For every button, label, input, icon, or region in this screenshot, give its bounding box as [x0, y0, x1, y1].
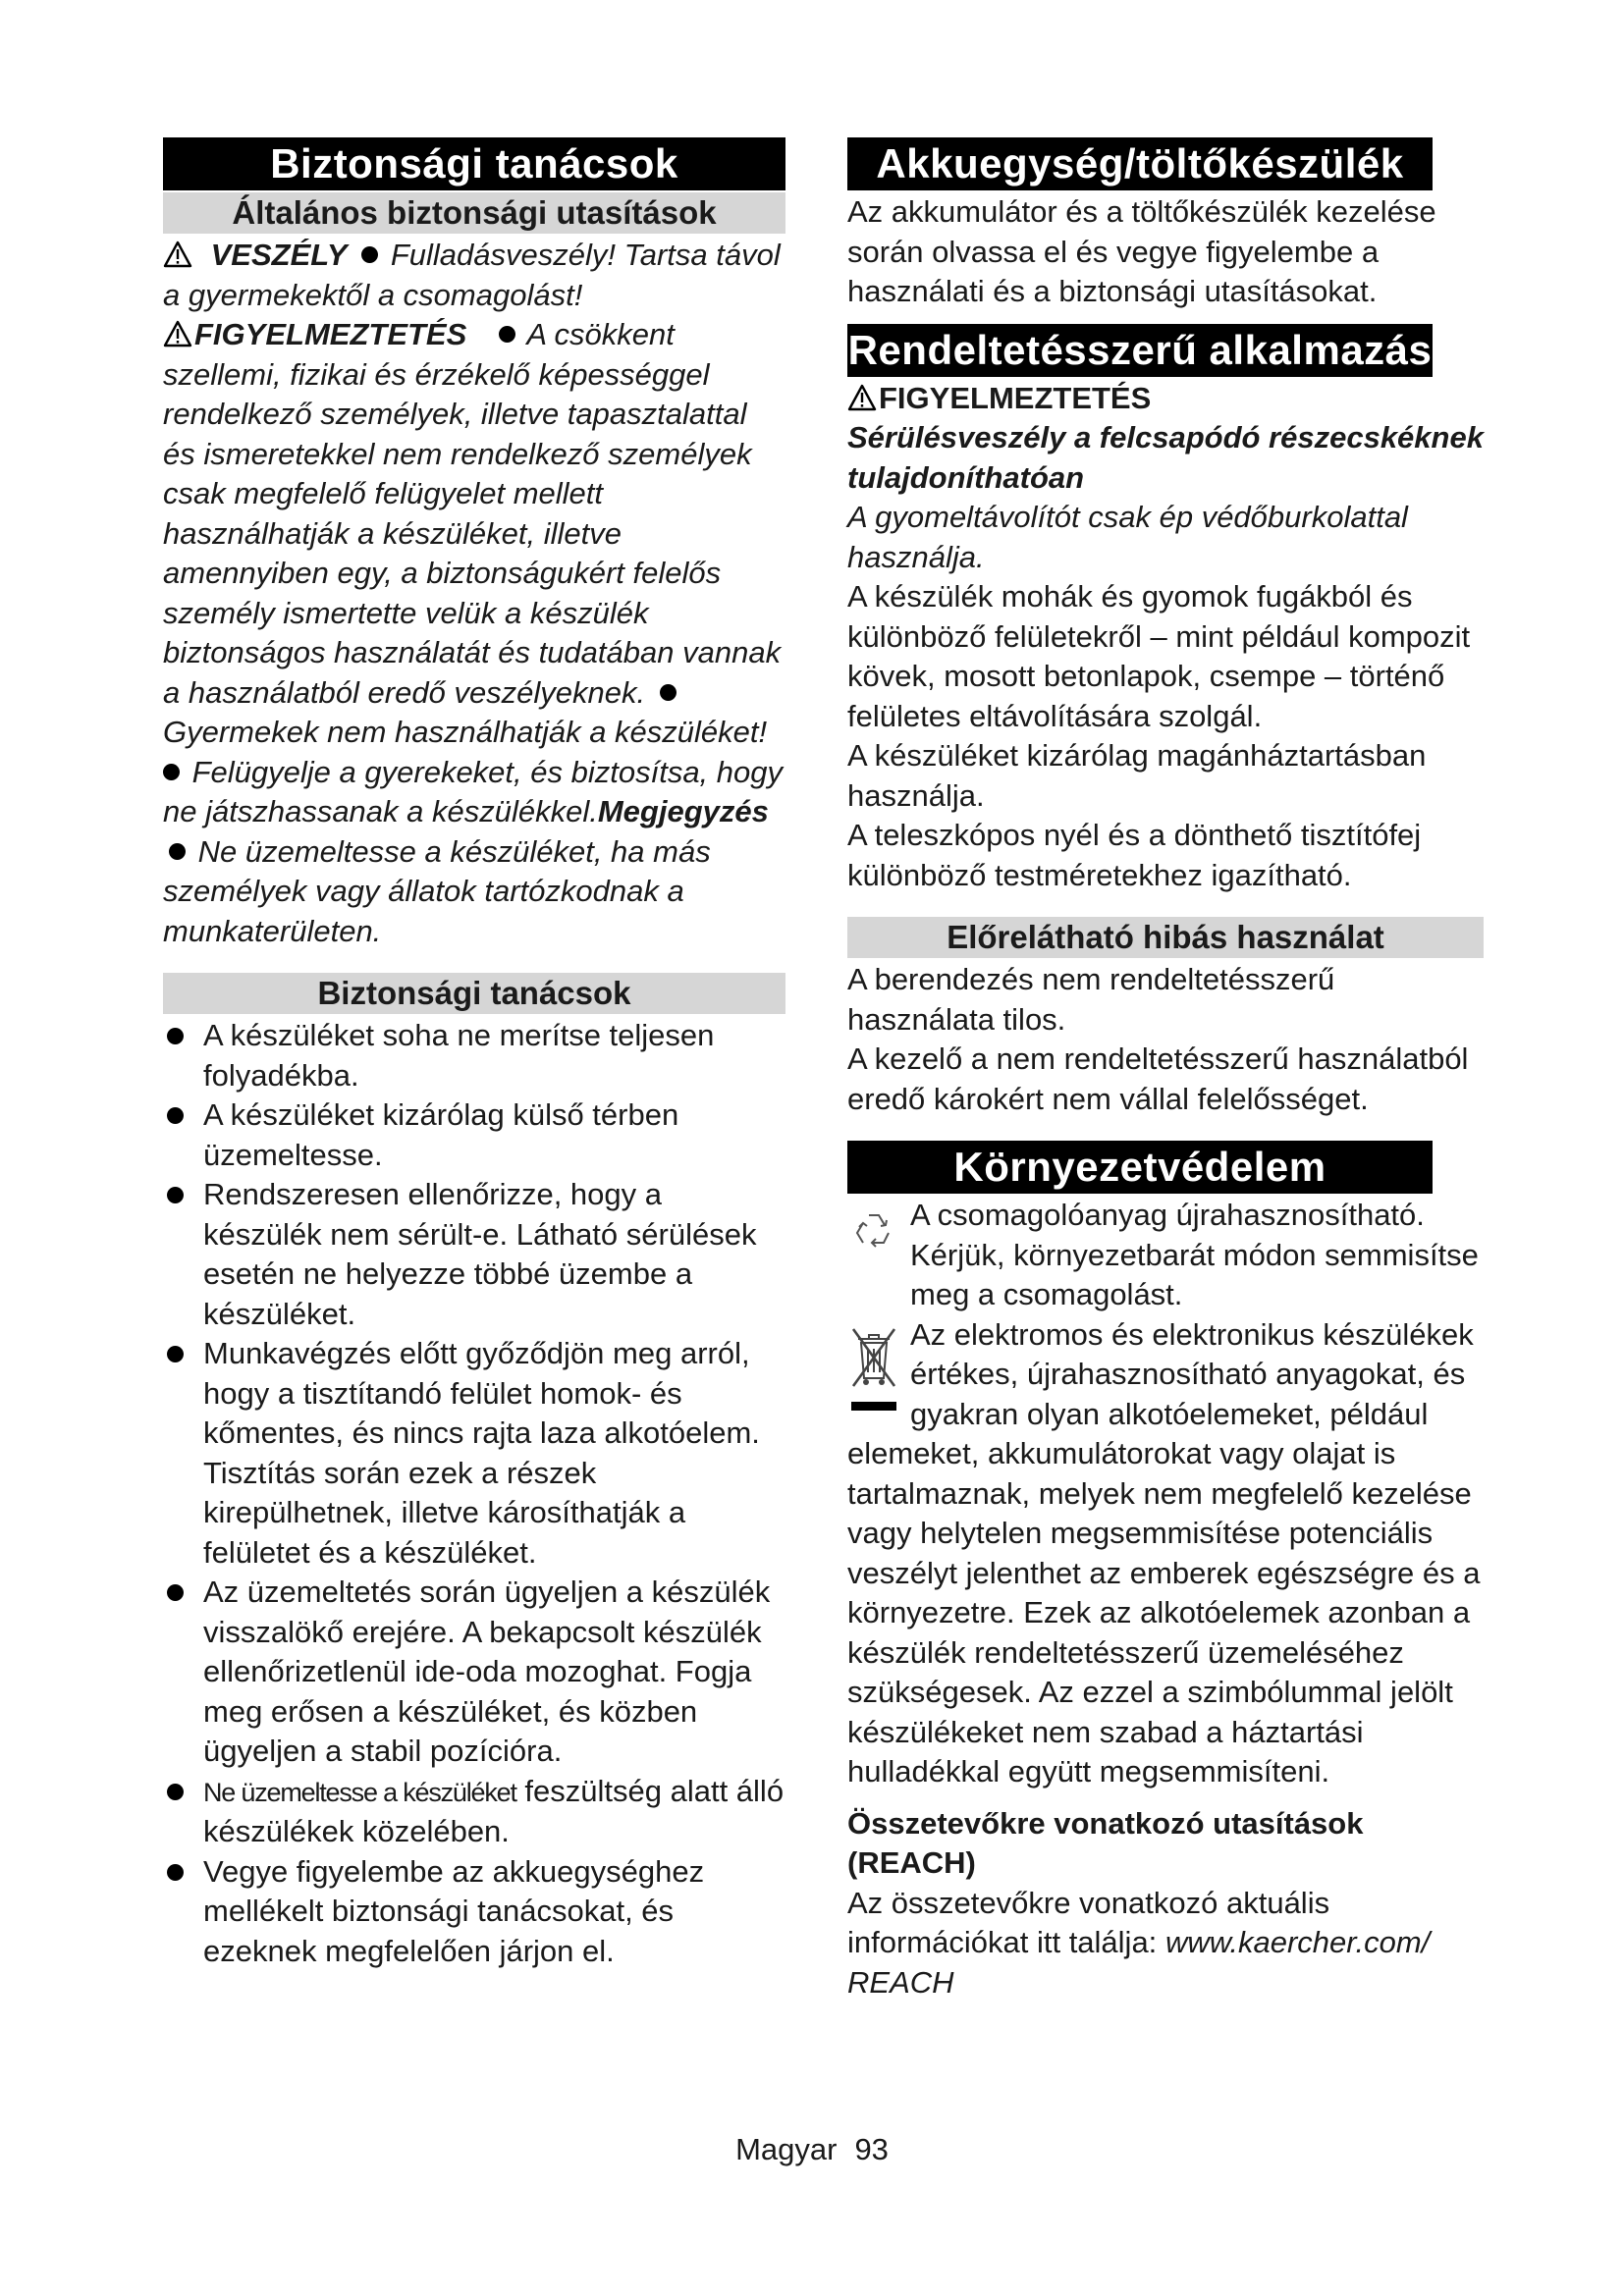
paragraph: A teleszkópos nyél és a dönthető tisztítófej különböző testméretekhez igazítható.	[847, 818, 1422, 892]
danger-text: Fulladásveszély! Tartsa távol a gyermekektől a csomagolást!	[163, 238, 781, 312]
warning-paragraph	[163, 315, 785, 753]
recycle-text: A csomagolóanyag újrahasznosítható. Kérjük, környezetbarát módon semmisítse meg a csomagolást.	[910, 1198, 1479, 1311]
paragraph: A kezelő a nem rendeltetésszerű használatból eredő károkért nem vállal felelősséget.	[847, 1041, 1469, 1116]
bullet-dot-icon	[361, 246, 378, 263]
warning-heading	[847, 379, 1484, 419]
reach-text: Az összetevőkre vonatkozó aktuális információkat itt találja:	[847, 1885, 1330, 1959]
bullet-dot-icon	[660, 684, 677, 701]
supervise-paragraph	[163, 753, 785, 952]
paragraph: A készülék mohák és gyomok fugákból és különböző felületekről – mint például kompozit kövek, mosott betonlapok, csempe – történő felületes eltávolítására szolgál.	[847, 579, 1471, 733]
safety-bullet-list	[163, 1016, 785, 1971]
paragraph: A berendezés nem rendeltetésszerű használata tilos.	[847, 962, 1335, 1037]
list-item	[163, 1772, 785, 1852]
warning-subheading: Sérülésveszély a felcsapódó részecskéknek tulajdoníthatóan	[847, 420, 1484, 495]
reach-link[interactable]: www.kaercher.com/ REACH	[847, 1925, 1431, 2000]
warning-label: FIGYELMEZTETÉS	[879, 380, 1152, 415]
weee-text: Az elektromos és elektronikus készülékek értékes, újrahasznosítható anyagokat, és gyakran olyan alkotóelemeket, például elemeket, akkumulátorokat vagy olajat is tartalmaznak, melyek nem megfelelő kezelése vagy helytelen megsemmisítése potenciális veszélyt jelenthet az emberek egészségre és a környezetre. Ezek az alkotóelemek azonban a készülék rendeltetésszerű üzemeléséhez szükségesek. Az ezzel a szimbólummal jelölt készülékeket nem szabad a háztartási hulladékkal együtt megsemmisíteni.	[847, 1316, 1481, 1789]
note-text: Ne üzemeltesse a készüléket, ha más személyek vagy állatok tartózkodnak a munkaterületen.	[163, 833, 711, 948]
list-item: Vegye figyelembe az akkuegységhez mellékelt biztonsági tanácsokat, és ezeknek megfelelően járjon el.	[163, 1852, 785, 1972]
warning-triangle-icon	[847, 384, 877, 411]
page-number: 93	[854, 2132, 889, 2166]
battery-text: Az akkumulátor és a töltőkészülék kezelése során olvassa el és vegye figyelembe a használati és a biztonsági utasításokat.	[847, 194, 1436, 308]
danger-paragraph	[163, 236, 785, 315]
list-item-condensed-text: Ne üzemeltesse a készüléket	[203, 1777, 516, 1807]
supervise-text: Felügyelje a gyerekeket, és biztosítsa, hogy ne játszhassanak a készülékkel.	[163, 754, 784, 828]
bullet-dot-icon	[163, 764, 180, 780]
page-footer	[0, 2130, 1624, 2169]
warning-triangle-icon	[163, 320, 192, 347]
footer-language: Magyar	[735, 2132, 838, 2166]
section-title-safety: Biztonsági tanácsok	[163, 137, 785, 190]
reach-heading: Összetevőkre vonatkozó utasítások (REACH)	[847, 1805, 1364, 1880]
subsection-general-safety: Általános biztonsági utasítások	[163, 192, 785, 234]
list-item: Az üzemeltetés során ügyeljen a készülék visszalökő erejére. A bekapcsolt készülék ellenőrizetlenül ide-oda mozoghat. Fogja meg erősen a készüléket, és közben ügyeljen a stabil pozícióra.	[163, 1573, 785, 1772]
warning-label: FIGYELMEZTETÉS	[194, 317, 467, 351]
note-label: Megjegyzés	[597, 794, 769, 828]
list-item-text: feszültség alatt álló készülékek közelében.	[203, 1773, 785, 1848]
list-item: Munkavégzés előtt győződjön meg arról, hogy a tisztítandó felület homok- és kőmentes, és nincs rajta laza alkotóelem. Tisztítás során ezek a részek kirepülhetnek, illetve károsíthatják a felületet és a készüléket.	[163, 1334, 785, 1573]
right-column	[847, 137, 1484, 2002]
danger-label: VESZÉLY	[210, 238, 348, 272]
list-item: Rendszeresen ellenőrizze, hogy a készülék nem sérült-e. Látható sérülések esetén ne helyezze többé üzembe a készüléket.	[163, 1175, 785, 1334]
children-text: Gyermekek nem használhatják a készüléket!	[163, 715, 768, 749]
warning-text: A gyomeltávolítót csak ép védőburkolattal használja.	[847, 500, 1408, 574]
section-title-environment: Környezetvédelem	[847, 1141, 1433, 1194]
subsection-safety-tips: Biztonsági tanácsok	[163, 973, 785, 1014]
section-title-battery: Akkuegység/töltőkészülék	[847, 137, 1433, 190]
bullet-dot-icon	[169, 843, 186, 860]
crossed-bin-icon	[847, 1321, 900, 1415]
reach-paragraph	[847, 1884, 1484, 2003]
paragraph: A készüléket kizárólag magánháztartásban használja.	[847, 738, 1427, 813]
warning-triangle-icon	[163, 240, 192, 268]
left-column	[163, 137, 785, 1971]
list-item: A készüléket soha ne merítse teljesen folyadékba.	[163, 1016, 785, 1095]
subsection-misuse: Előrelátható hibás használat	[847, 917, 1484, 958]
recycle-row	[847, 1196, 1484, 1315]
warning-text: A csökkent szellemi, fizikai és érzékelő képességgel rendelkező személyek, illetve tapasztalattal és ismeretekkel nem rendelkező személyek csak megfelelő felügyelet mellett használhatják a készüléket, illetve amennyiben egy, a biztonságukért felelős személy ismertette velük a készülék biztonságos használatát és tudatában vannak a használatból eredő veszélyeknek.	[163, 317, 782, 710]
section-title-intended-use: Rendeltetésszerű alkalmazás	[847, 324, 1433, 377]
bullet-dot-icon	[499, 326, 515, 343]
list-item: A készüléket kizárólag külső térben üzemeltesse.	[163, 1095, 785, 1175]
weee-block	[847, 1315, 1484, 1792]
recycle-icon	[847, 1205, 900, 1258]
